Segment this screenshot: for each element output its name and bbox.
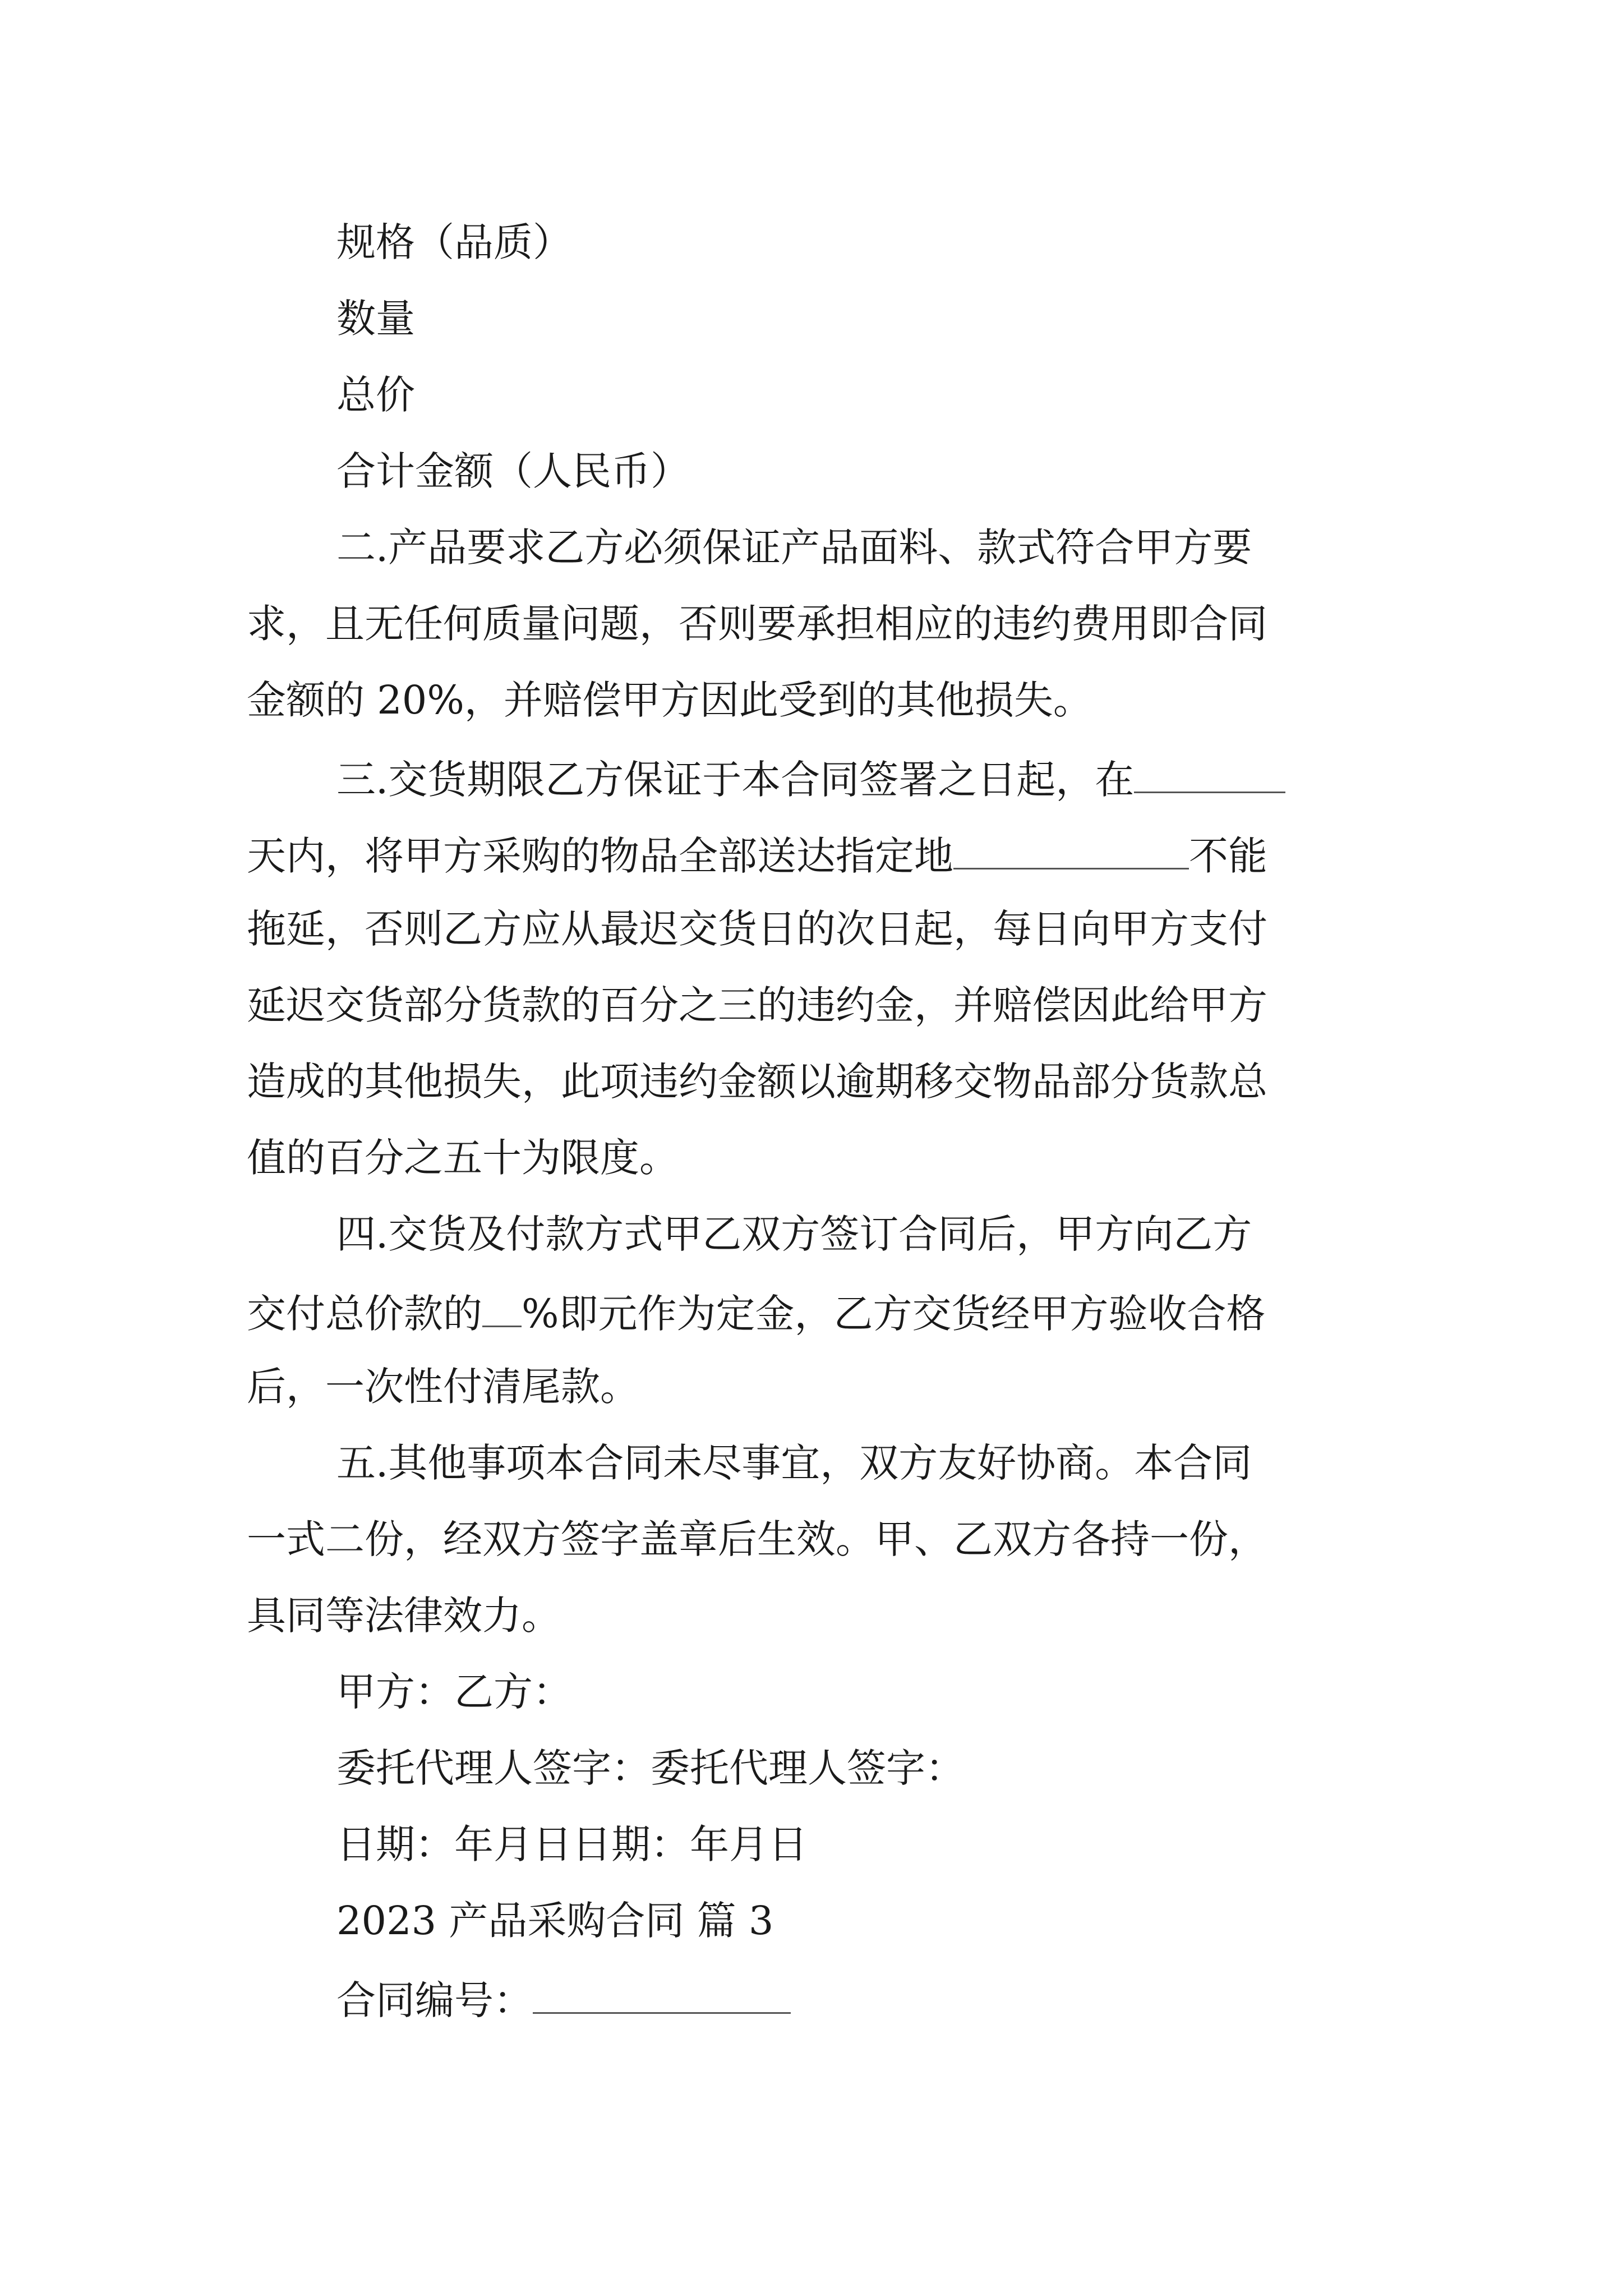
delivery-location-blank [953,833,1189,869]
total-amount-label: 合计金额（人民币） [336,448,690,494]
clause-4-line-2-text-a: 交付总价款的 [247,1291,482,1337]
contract-number-label: 合同编号： [336,1977,533,2023]
spec-label: 规格（品质） [336,219,572,265]
parties-line: 甲方：乙方： [336,1669,572,1715]
clause-3-line-4: 延迟交货部分货款的百分之三的违约金，并赔偿因此给甲方 [247,982,1267,1028]
agent-sign-line: 委托代理人签字：委托代理人签字： [336,1745,965,1791]
clause-3-line-6: 值的百分之五十为限度。 [247,1135,679,1181]
clause-2-line-2: 求，且无任何质量问题，否则要承担相应的违约费用即合同 [247,601,1267,647]
clause-4-line-2-text-b: %即元作为定金，乙方交货经甲方验收合格 [522,1291,1266,1337]
date-line: 日期：年月日日期：年月日 [336,1821,808,1867]
next-section-title: 2023 产品采购合同 篇 3 [336,1898,774,1944]
clause-3-line-5: 造成的其他损失，此项违约金额以逾期移交物品部分货款总 [247,1059,1267,1105]
clause-3-line-1-text: 三.交货期限乙方保证于本合同签署之日起，在 [336,757,1135,803]
clause-3-line-2-text-b: 不能 [1189,833,1267,879]
clause-5-line-3: 具同等法律效力。 [247,1593,561,1639]
clause-2-line-3: 金额的 20%，并赔偿甲方因此受到的其他损失。 [247,677,1092,723]
clause-3-line-2-text-a: 天内，将甲方采购的物品全部送达指定地 [247,833,953,879]
total-price-label: 总价 [336,372,415,418]
delivery-days-blank [1134,757,1285,793]
clause-2-line-1: 二.产品要求乙方必须保证产品面料、款式符合甲方要 [336,524,1252,570]
quantity-label: 数量 [336,296,415,342]
clause-5-line-2: 一式二份，经双方签字盖章后生效。甲、乙双方各持一份， [247,1516,1267,1562]
clause-3-line-2 [247,833,1267,879]
clause-3-line-1 [336,757,1285,803]
clause-3-line-3: 拖延，否则乙方应从最迟交货日的次日起，每日向甲方支付 [247,906,1267,952]
clause-4-line-1: 四.交货及付款方式甲乙双方签订合同后，甲方向乙方 [336,1211,1252,1257]
deposit-percent-blank [482,1291,522,1327]
clause-5-line-1: 五.其他事项本合同未尽事宜，双方友好协商。本合同 [336,1440,1252,1486]
contract-number-blank [533,1977,791,2014]
clause-4-line-3: 后，一次性付清尾款。 [247,1364,639,1410]
contract-number-line [336,1977,791,2023]
clause-4-line-2 [247,1291,1266,1337]
